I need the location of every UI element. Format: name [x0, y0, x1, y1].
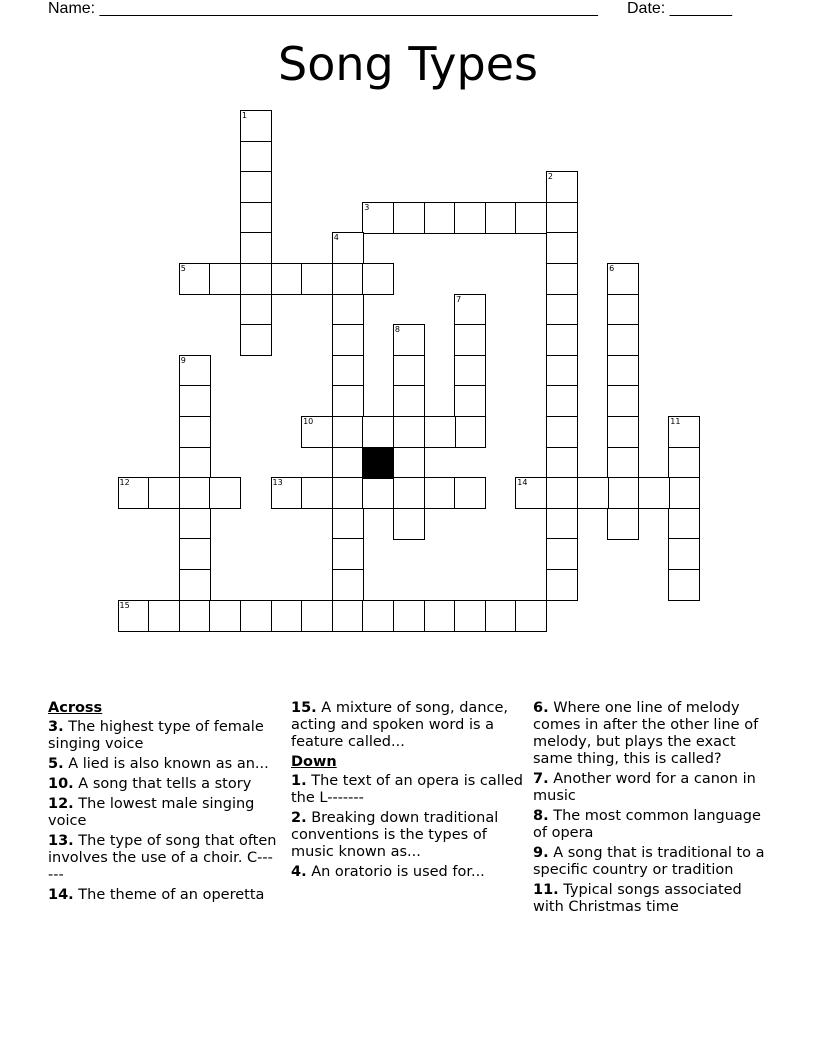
grid-cell[interactable]: [546, 538, 578, 570]
cell-number: 8: [394, 325, 400, 335]
grid-cell[interactable]: [332, 508, 364, 540]
clue-text: A song that is traditional to a specific country or tradition: [533, 845, 765, 878]
grid-cell[interactable]: [240, 171, 272, 203]
cell-number: 4: [333, 233, 339, 243]
clue-down-7: [533, 771, 765, 805]
grid-cell[interactable]: [424, 202, 456, 234]
clue-number: 8.: [533, 808, 549, 824]
grid-cell[interactable]: [607, 416, 639, 448]
grid-cell[interactable]: [546, 477, 578, 509]
clue-number: 2.: [291, 810, 307, 826]
clue-text: The text of an opera is called the L-------: [291, 773, 523, 806]
grid-cell[interactable]: [179, 508, 211, 540]
cell-number: 10: [303, 417, 314, 426]
cell-number: 13: [272, 478, 283, 488]
across-heading: Across: [48, 700, 103, 716]
clue-number: 14.: [48, 887, 74, 903]
grid-cell[interactable]: [179, 538, 211, 570]
grid-cell[interactable]: [148, 600, 180, 632]
grid-cell[interactable]: [332, 385, 364, 417]
grid-cell[interactable]: [332, 538, 364, 570]
clue-number: 7.: [533, 771, 549, 787]
grid-cell[interactable]: [332, 232, 364, 264]
grid-cell[interactable]: [546, 171, 578, 203]
grid-cell[interactable]: [546, 355, 578, 387]
grid-cell[interactable]: [607, 263, 639, 295]
grid-cell[interactable]: [454, 385, 486, 417]
grid-cell[interactable]: [332, 416, 364, 448]
grid-cell[interactable]: [393, 600, 425, 632]
grid-cell[interactable]: [179, 600, 211, 632]
grid-cell[interactable]: [271, 263, 303, 295]
grid-cell[interactable]: [546, 263, 578, 295]
clue-across-12: [48, 796, 278, 830]
grid-cell[interactable]: [179, 477, 211, 509]
clue-down-2: [291, 810, 523, 861]
grid-cell[interactable]: [179, 263, 211, 295]
clue-across-15: [291, 700, 523, 751]
date-label: Date:: [627, 0, 666, 17]
clue-text: Typical songs associated with Christmas time: [533, 882, 742, 915]
grid-cell[interactable]: [577, 477, 609, 509]
grid-cell[interactable]: [546, 294, 578, 326]
grid-cell[interactable]: [607, 508, 639, 540]
grid-cell[interactable]: [179, 355, 211, 387]
grid-cell[interactable]: [393, 477, 425, 509]
grid-cell[interactable]: [209, 477, 241, 509]
down-heading: Down: [291, 754, 337, 770]
clue-text: The highest type of female singing voice: [48, 719, 264, 752]
clue-text: Where one line of melody comes in after the other line of melody, but plays the exact same thing, this is called?: [533, 700, 759, 767]
cell-number: 3: [364, 202, 370, 212]
clue-number: 15.: [291, 700, 317, 716]
grid-cell[interactable]: [393, 202, 425, 234]
clue-number: 12.: [48, 796, 74, 812]
grid-cell[interactable]: [607, 385, 639, 417]
cell-number: 11: [670, 417, 681, 426]
grid-cell[interactable]: [668, 416, 700, 448]
clue-down-11: [533, 882, 765, 916]
clue-text: A song that tells a story: [78, 776, 252, 792]
grid-cell[interactable]: [393, 508, 425, 540]
clue-text: A mixture of song, dance, acting and spoken word is a feature called...: [291, 700, 509, 750]
grid-cell[interactable]: [362, 416, 394, 448]
clue-across-10: [48, 776, 278, 793]
grid-cell[interactable]: [454, 202, 486, 234]
grid-cell[interactable]: [332, 294, 364, 326]
clue-number: 5.: [48, 756, 64, 772]
grid-cell[interactable]: [607, 294, 639, 326]
grid-cell[interactable]: [240, 141, 272, 173]
clue-down-8: [533, 808, 765, 842]
grid-cell[interactable]: [454, 600, 486, 632]
grid-cell[interactable]: [301, 263, 333, 295]
clue-down-9: [533, 845, 765, 879]
clue-text: The theme of an operetta: [78, 887, 265, 903]
clue-down-6: [533, 700, 765, 768]
cell-number: 7: [456, 294, 462, 304]
grid-cell[interactable]: [332, 569, 364, 601]
cell-number: 1: [241, 111, 247, 120]
cell-number: 14: [517, 478, 528, 488]
clues-column-3: [533, 700, 765, 919]
clue-text: Another word for a canon in music: [533, 771, 756, 804]
grid-cell[interactable]: [485, 600, 517, 632]
grid-cell[interactable]: [424, 600, 456, 632]
grid-cell[interactable]: [179, 416, 211, 448]
grid-cell[interactable]: [515, 202, 547, 234]
grid-cell[interactable]: [546, 416, 578, 448]
clue-number: 13.: [48, 833, 74, 849]
grid-cell[interactable]: [179, 447, 211, 479]
grid-cell[interactable]: [607, 477, 639, 509]
grid-cell[interactable]: [118, 477, 150, 509]
clue-number: 9.: [533, 845, 549, 861]
grid-cell[interactable]: [668, 477, 700, 509]
grid-cell[interactable]: [668, 569, 700, 601]
clue-down-1: [291, 773, 523, 807]
grid-cell[interactable]: [485, 202, 517, 234]
grid-cell[interactable]: [515, 477, 547, 509]
grid-cell[interactable]: [332, 263, 364, 295]
grid-cell[interactable]: [424, 416, 456, 448]
grid-cell[interactable]: [240, 263, 272, 295]
grid-cell[interactable]: [638, 477, 670, 509]
cell-number: 2: [547, 172, 553, 182]
clues-column-1: [48, 700, 278, 907]
clues-column-2: [291, 700, 523, 884]
clue-down-4: [291, 864, 523, 881]
grid-cell[interactable]: [332, 324, 364, 356]
clue-text: The type of song that often involves the use of a choir. C------: [48, 833, 277, 883]
grid-cell[interactable]: [240, 600, 272, 632]
clue-text: Breaking down traditional conventions is the types of music known as...: [291, 810, 499, 860]
cell-number: 6: [609, 264, 615, 273]
grid-cell[interactable]: [148, 477, 180, 509]
grid-cell[interactable]: [362, 202, 394, 234]
clue-across-13: [48, 833, 278, 884]
grid-cell[interactable]: [209, 263, 241, 295]
clue-number: 4.: [291, 864, 307, 880]
grid-cell[interactable]: [454, 324, 486, 356]
clue-number: 10.: [48, 776, 74, 792]
black-square: [362, 447, 394, 479]
grid-cell[interactable]: [546, 202, 578, 234]
grid-cell[interactable]: [240, 202, 272, 234]
grid-cell[interactable]: [209, 600, 241, 632]
grid-cell[interactable]: [546, 447, 578, 479]
grid-cell[interactable]: [546, 508, 578, 540]
grid-cell[interactable]: [668, 508, 700, 540]
grid-cell[interactable]: [454, 294, 486, 326]
grid-cell[interactable]: [332, 477, 364, 509]
grid-cell[interactable]: [546, 569, 578, 601]
clue-text: A lied is also known as an...: [68, 756, 269, 772]
grid-cell[interactable]: [240, 324, 272, 356]
grid-cell[interactable]: [332, 355, 364, 387]
grid-cell[interactable]: [362, 263, 394, 295]
cell-number: 5: [180, 264, 186, 273]
cell-number: 12: [119, 478, 130, 488]
clue-text: The most common language of opera: [533, 808, 761, 841]
clue-number: 11.: [533, 882, 559, 898]
grid-cell[interactable]: [362, 477, 394, 509]
grid-cell[interactable]: [332, 447, 364, 479]
grid-cell[interactable]: [301, 600, 333, 632]
clue-across-3: [48, 719, 278, 753]
grid-cell[interactable]: [515, 600, 547, 632]
page-title: Song Types: [278, 37, 538, 91]
name-label: Name:: [48, 0, 96, 17]
grid-cell[interactable]: [332, 600, 364, 632]
grid-cell[interactable]: [668, 538, 700, 570]
clue-across-5: [48, 756, 278, 773]
date-line: _______: [665, 0, 732, 17]
grid-cell[interactable]: [546, 324, 578, 356]
grid-cell[interactable]: [240, 294, 272, 326]
clue-across-14: [48, 887, 278, 904]
grid-cell[interactable]: [668, 447, 700, 479]
name-line: ________________________________________________________: [95, 0, 598, 17]
grid-cell[interactable]: [362, 600, 394, 632]
grid-cell[interactable]: [271, 477, 303, 509]
grid-cell[interactable]: [179, 385, 211, 417]
grid-cell[interactable]: [546, 232, 578, 264]
grid-cell[interactable]: [393, 324, 425, 356]
clue-number: 3.: [48, 719, 64, 735]
cell-number: 9: [180, 355, 186, 365]
clue-number: 1.: [291, 773, 307, 789]
grid-cell[interactable]: [301, 416, 333, 448]
grid-cell[interactable]: [607, 355, 639, 387]
clue-number: 6.: [533, 700, 549, 716]
grid-cell[interactable]: [454, 477, 486, 509]
grid-cell[interactable]: [301, 477, 333, 509]
grid-cell[interactable]: [393, 447, 425, 479]
grid-cell[interactable]: [454, 355, 486, 387]
clue-text: The lowest male singing voice: [48, 796, 255, 829]
grid-cell[interactable]: [607, 324, 639, 356]
cell-number: 15: [119, 600, 130, 610]
grid-cell[interactable]: [607, 447, 639, 479]
grid-cell[interactable]: [240, 232, 272, 264]
grid-cell[interactable]: [393, 355, 425, 387]
clue-text: An oratorio is used for...: [311, 864, 485, 880]
grid-cell[interactable]: [118, 600, 150, 632]
grid-cell[interactable]: [240, 110, 272, 142]
grid-cell[interactable]: [393, 385, 425, 417]
grid-cell[interactable]: [424, 477, 456, 509]
grid-cell[interactable]: [393, 416, 425, 448]
grid-cell[interactable]: [271, 600, 303, 632]
grid-cell[interactable]: [546, 385, 578, 417]
grid-cell[interactable]: [179, 569, 211, 601]
grid-cell[interactable]: [454, 416, 486, 448]
